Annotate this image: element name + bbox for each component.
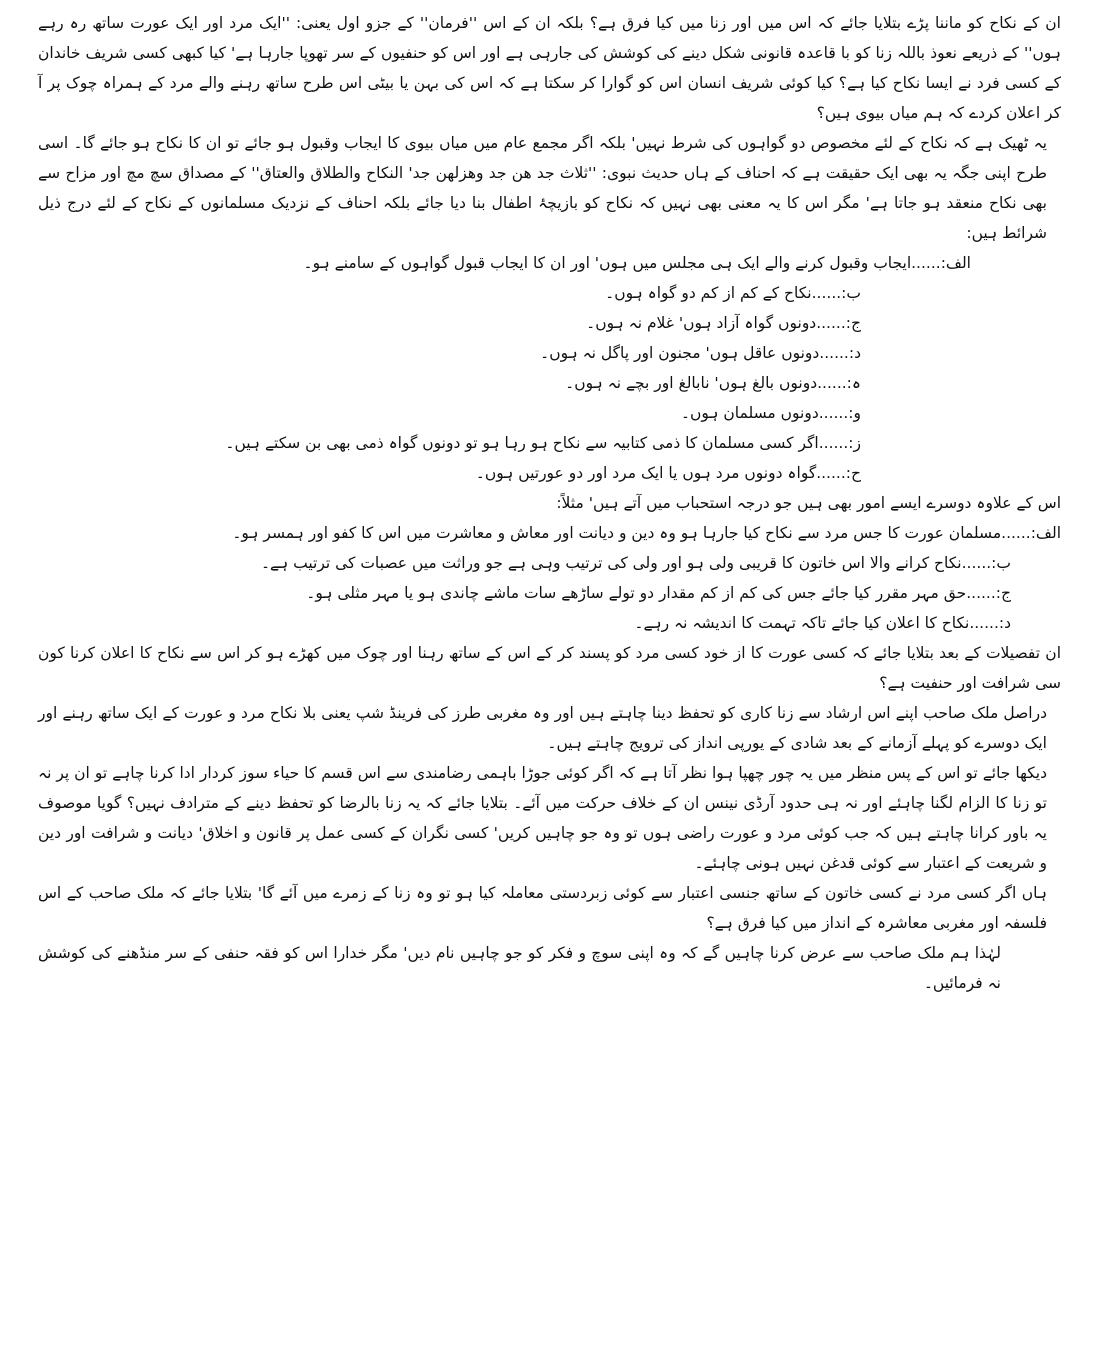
paragraph: دراصل ملک صاحب اپنے اس ارشاد سے زنا کاری کو تحفظ دینا چاہتے ہیں اور وہ مغربی طرز کی فرینڈ شپ یعنی بلا نکاح مرد و عورت کے ایک ساتھ رہنے اور ایک دوسرے کو پہلے آزمانے کے بعد شادی کے یورپی انداز کی ترویج چاہتے ہیں۔ [38,704,1047,752]
list-item: ح:......گواہ دونوں مرد ہوں یا ایک مرد اور دو عورتیں ہوں۔ [475,464,861,482]
list-item: ج:......دونوں گواہ آزاد ہوں' غلام نہ ہوں۔ [586,314,861,332]
list-item: الف:......ایجاب وقبول کرنے والے ایک ہی مجلس میں ہوں' اور ان کا ایجاب قبول گواہوں کے سامنے ہو۔ [303,254,971,272]
list-item: ہ:......دونوں بالغ ہوں' نابالغ اور بچے نہ ہوں۔ [565,374,861,392]
paragraph: لہٰذا ہم ملک صاحب سے عرض کرنا چاہیں گے کہ وہ اپنی سوچ و فکر کو جو چاہیں نام دیں' مگر خدارا اس کو فقہ حنفی کے سر منڈھنے کی کوشش نہ فرمائیں۔ [38,944,1001,992]
list-item: الف:......مسلمان عورت کا جس مرد سے نکاح کیا جارہا ہو وہ دین و دیانت اور معاش و معاشرت میں اس کا کفو اور ہمسر ہو۔ [232,524,1061,542]
paragraph: ان کے نکاح کو ماننا پڑے بتلایا جائے کہ اس میں اور زنا میں کیا فرق ہے؟ بلکہ ان کے اس ''فرمان'' کے جزو اول یعنی: ''ایک مرد اور ایک عورت ساتھ رہ رہے ہوں'' کے ذریعے نعوذ باللہ زنا کو با قاعدہ قانونی شکل دینے کی کوشش کی جارہی ہے اور اس کو حنفیوں کے سر تھوپا جارہا ہے' کیا کبھی کسی شریف خاندان کے کسی فرد نے ایسا نکاح کیا ہے؟ کیا کوئی شریف انسان اس کو گوارا کر سکتا ہے کہ اس کی بہن یا بیٹی اس طرح ساتھ رہنے والے مرد کے ہمراہ چوک پر آ کر اعلان کردے کہ ہم میاں بیوی ہیں؟ [38,14,1061,122]
paragraph: یہ ٹھیک ہے کہ نکاح کے لئے مخصوص دو گواہوں کی شرط نہیں' بلکہ اگر مجمع عام میں میاں بیوی کا ایجاب وقبول ہو جائے تو ان کا نکاح ہو جائے گا۔ اسی طرح اپنی جگہ یہ بھی ایک حقیقت ہے کہ احناف کے ہاں حدیث نبوی: ''ثلاث جد هن جد وهزلهن جد' النكاح والطلاق والعتاق'' کے مصداق سچ مچ اور مزاح سے بھی نکاح منعقد ہو جاتا ہے' مگر اس کا یہ معنی بھی نہیں کہ نکاح کو بازیچۂ اطفال بنا دیا جائے بلکہ احناف کے نزدیک مسلمانوں کے نکاح کے لئے درج ذیل شرائط ہیں: [38,134,1047,242]
list-item: د:......نکاح کا اعلان کیا جائے تاکہ تہمت کا اندیشہ نہ رہے۔ [634,614,1011,632]
paragraph: ہاں اگر کسی مرد نے کسی خاتون کے ساتھ جنسی اعتبار سے کوئی زبردستی معاملہ کیا ہو تو وہ زنا کے زمرے میں آئے گا' بتلایا جائے کہ ملک صاحب کے اس فلسفہ اور مغربی معاشرہ کے انداز میں کیا فرق ہے؟ [38,884,1047,932]
list-item: و:......دونوں مسلمان ہوں۔ [680,404,861,422]
paragraph: اس کے علاوہ دوسرے ایسے امور بھی ہیں جو درجہ استحباب میں آتے ہیں' مثلاً: [556,494,1061,512]
paragraph: ان تفصیلات کے بعد بتلایا جائے کہ کسی عورت کا از خود کسی مرد کو پسند کر کے اس کے ساتھ رہنا اور چوک میں کھڑے ہو کر اس سے نکاح کا اعلان کرنا کون سی شرافت اور حنفیت ہے؟ [38,644,1061,692]
recommended-list [38,518,1061,638]
list-item: ج:......حق مہر مقرر کیا جائے جس کی کم از کم مقدار دو تولے ساڑھے سات ماشے چاندی ہو یا مہر مثلی ہو۔ [306,584,1011,602]
list-item: د:......دونوں عاقل ہوں' مجنون اور پاگل نہ ہوں۔ [540,344,861,362]
list-item: ز:......اگر کسی مسلمان کا ذمی کتابیہ سے نکاح ہو رہا ہو تو دونوں گواہ ذمی بھی بن سکتے ہیں۔ [225,434,861,452]
conditions-list [38,248,1061,488]
paragraph: دیکھا جائے تو اس کے پس منظر میں یہ چور چھپا ہوا نظر آتا ہے کہ اگر کوئی جوڑا باہمی رضامندی سے اس قسم کا حیاء سوز کردار ادا کرنا چاہے تو ان پر نہ تو زنا کا الزام لگنا چاہئے اور نہ ہی حدود آرڈی نینس ان کے خلاف حرکت میں آئے۔ بتلایا جائے کہ یہ زنا بالرضا کو تحفظ دینے کے مترادف نہیں؟ گویا موصوف یہ باور کرانا چاہتے ہیں کہ جب کوئی مرد و عورت راضی ہوں تو وہ جو چاہیں کریں' کسی نگران کے کسی عمل پر قانون و اخلاق' دیانت و شرافت اور دین و شریعت کے اعتبار سے کوئی قدغن نہیں ہونی چاہئے۔ [38,764,1047,872]
list-item: ب:......نکاح کے کم از کم دو گواہ ہوں۔ [605,284,861,302]
list-item: ب:......نکاح کرانے والا اس خاتون کا قریبی ولی ہو اور ولی کی ترتیب وہی ہے جو وراثت میں عصبات کی ترتیب ہے۔ [260,554,1011,572]
